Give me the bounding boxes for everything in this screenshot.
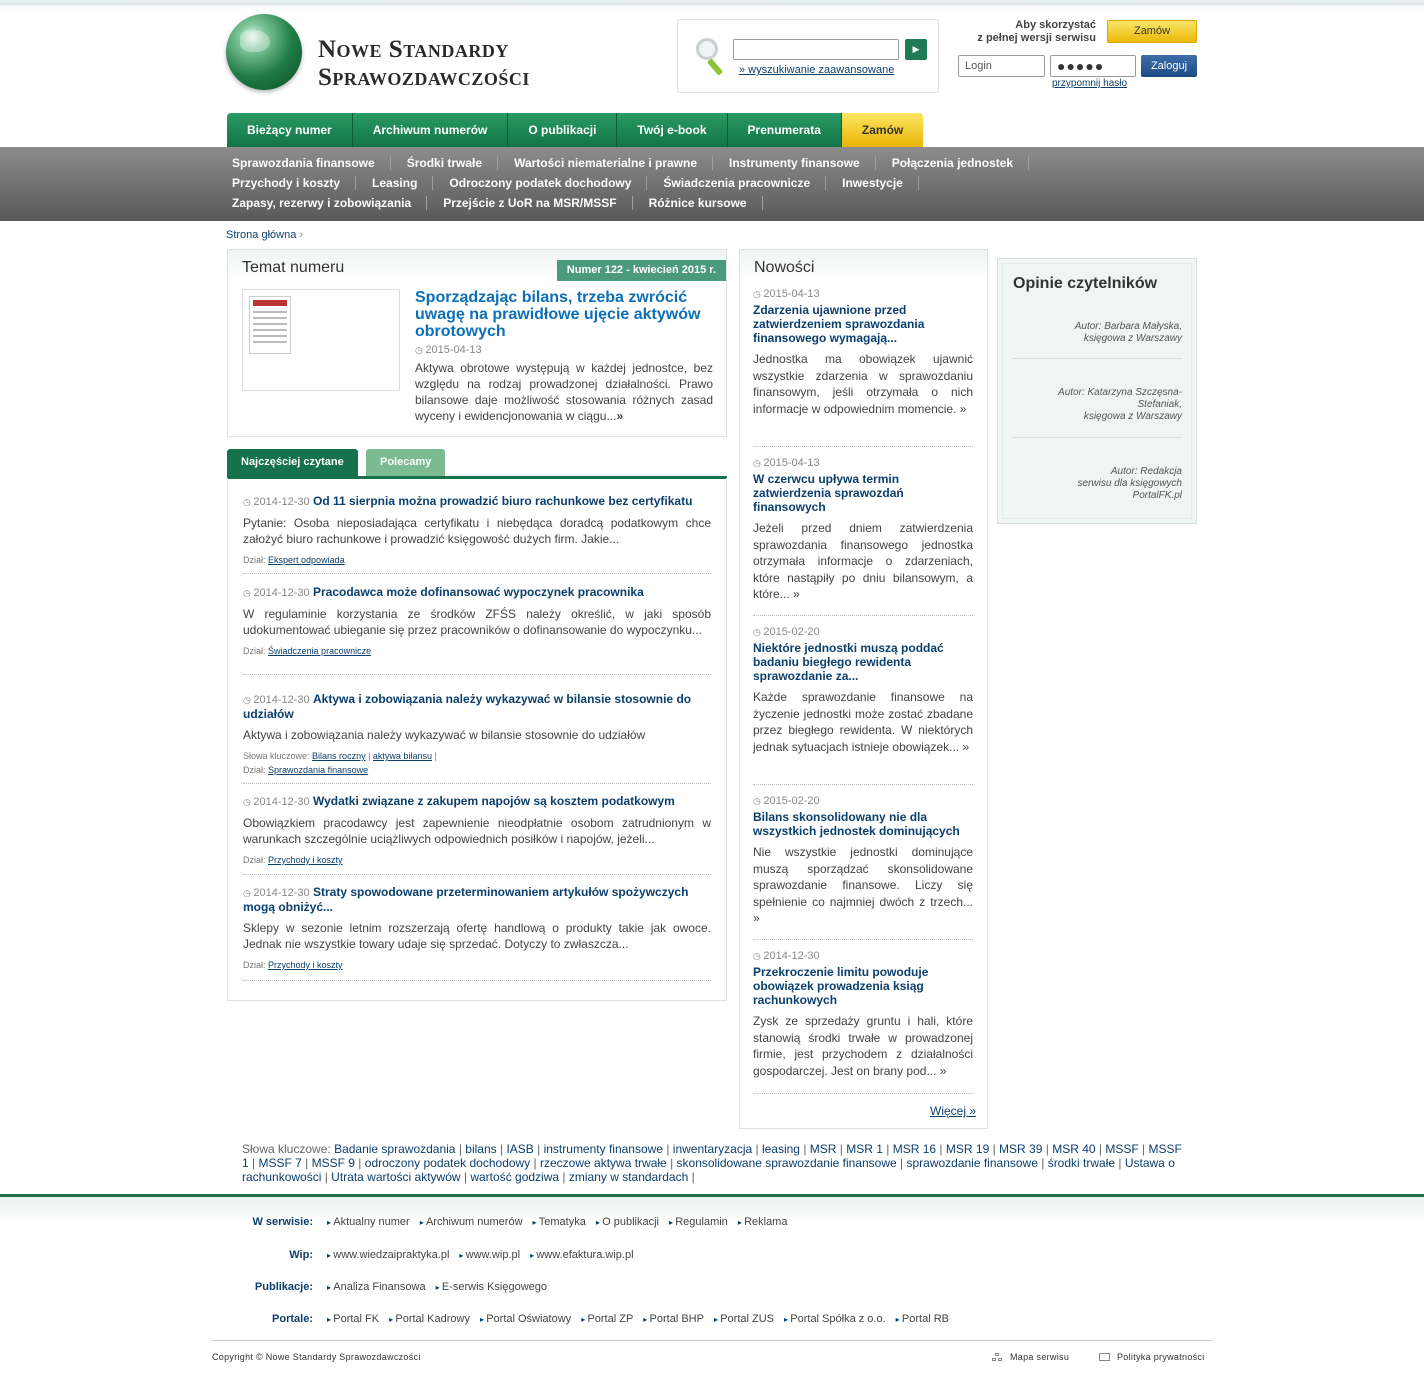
- copyright: Copyright © Nowe Standardy Sprawozdawczości: [212, 1352, 421, 1362]
- keyword-link[interactable]: MSR 19: [945, 1142, 990, 1156]
- category-link[interactable]: Świadczenia pracownicze: [657, 176, 826, 190]
- footer-row: [227, 1216, 1127, 1228]
- news-title-link[interactable]: Bilans skonsolidowany nie dla wszystkich jednostek dominujących: [753, 810, 960, 838]
- footer-link[interactable]: ▸ Analiza Finansowa: [327, 1281, 426, 1293]
- article-title-link[interactable]: Straty spowodowane przeterminowaniem artykułów spożywczych mogą obniżyć...: [243, 885, 689, 914]
- category-row-1: [226, 156, 1039, 170]
- search-input[interactable]: [733, 39, 899, 60]
- keyword-link[interactable]: sprawozdanie finansowe: [906, 1156, 1038, 1170]
- opinions-box: [997, 258, 1197, 524]
- news-title-link[interactable]: W czerwcu upływa termin zatwierdzenia sprawozdań finansowych: [753, 472, 904, 514]
- news-lead: Zysk ze sprzedaży gruntu i hali, które stanowią środki trwałe w prowadzonej firmie, jest przychodem z działalności gospodarczej. Jest on brany pod... »: [753, 1014, 973, 1078]
- list-item: ◷ 2014-12-30 Wydatki związane z zakupem napojów są kosztem podatkowym Obowiązkiem pracodawcy jest zapewnienie nieodpłatnie osobom zatrudnionym w warunkach szczególnie uciążliwych odpowiednich posiłków i napojów, jeżeli... Dział: Przychody i koszty: [243, 794, 711, 875]
- keyword-link[interactable]: bilans: [465, 1142, 497, 1156]
- keyword-link[interactable]: MSSF 9: [311, 1156, 355, 1170]
- article-tabs: [227, 449, 727, 479]
- topic-heading: Temat numeru: [228, 250, 726, 282]
- keyword-link[interactable]: zmiany w standardach: [568, 1170, 689, 1184]
- sitemap-icon: [992, 1353, 1002, 1362]
- article-title-link[interactable]: Pracodawca może dofinansować wypoczynek pracownika: [312, 585, 644, 599]
- article-lead: Obowiązkiem pracodawcy jest zapewnienie nieodpłatnie osobom zatrudnionym w warunkach szczególnie uciążliwych odpowiednich posiłków i napojów, jeżeli...: [243, 816, 711, 846]
- footer-row: [227, 1249, 1127, 1261]
- category-link[interactable]: Przejście z UoR na MSR/MSSF: [437, 196, 632, 210]
- news-title-link[interactable]: Zdarzenia ujawnione przed zatwierdzeniem sprawozdania finansowego wymagają...: [753, 303, 925, 345]
- footer-link[interactable]: ▸ Portal Oświatowy: [480, 1313, 571, 1325]
- advanced-search-link[interactable]: » wyszukiwanie zaawansowane: [739, 64, 895, 76]
- login-button[interactable]: Zaloguj: [1141, 55, 1197, 77]
- top-line: [0, 3, 1424, 5]
- footer-link[interactable]: ▸ Archiwum numerów: [420, 1216, 523, 1228]
- site-logo[interactable]: [226, 14, 586, 94]
- logo-line-2: Sprawozdawczości: [318, 64, 530, 91]
- category-link[interactable]: Inwestycje: [836, 176, 919, 190]
- section-link[interactable]: Świadczenia pracownicze: [268, 646, 372, 656]
- news-lead: Jednostka ma obowiązek ujawnić wszystkie zdarzenia w sprawozdaniu finansowym, jeśli otrzymała o nich informacje w odpowiednim momencie. »: [753, 352, 973, 416]
- news-heading: Nowości: [740, 250, 987, 282]
- section-link[interactable]: Przychody i koszty: [268, 855, 343, 865]
- keyword-link[interactable]: Utrata wartości aktywów: [331, 1170, 461, 1184]
- list-item: ◷ 2014-12-30 Straty spowodowane przeterminowaniem artykułów spożywczych mogą obniżyć... Sklepy w sezonie letnim rozszerzają ofertę handlową o produkty takie jak owoce. Jednak nie wszystkie towary udaje się sprzedać. Dotyczy to zwłaszcza... Dział: Przychody i koszty: [243, 885, 711, 981]
- tab-most-read[interactable]: Najczęściej czytane: [227, 449, 358, 476]
- category-link[interactable]: Instrumenty finansowe: [723, 156, 876, 170]
- breadcrumb-home[interactable]: Strona główna: [226, 229, 297, 241]
- topic-date: ◷ 2015-04-13: [415, 344, 482, 356]
- breadcrumb-separator-icon: ›: [299, 229, 304, 241]
- footer-link[interactable]: ▸ Portal Kadrowy: [389, 1313, 470, 1325]
- article-title-link[interactable]: Wydatki związane z zakupem napojów są kosztem podatkowym: [312, 794, 675, 808]
- footer-link[interactable]: ▸ Regulamin: [669, 1216, 728, 1228]
- news-lead: Nie wszystkie jednostki dominujące muszą sporządzać skonsolidowane sprawozdanie finansowe. Liczy się spełnienie co najmniej dwóch z trzech... »: [753, 845, 973, 925]
- footer-link[interactable]: ▸ O publikacji: [596, 1216, 659, 1228]
- category-link[interactable]: Leasing: [366, 176, 433, 190]
- section-link[interactable]: Przychody i koszty: [268, 960, 343, 970]
- keyword-link[interactable]: odroczony podatek dochodowy: [364, 1156, 531, 1170]
- magnifier-handle: [707, 58, 723, 76]
- nav-ebook[interactable]: Twój e-book: [617, 113, 727, 147]
- issue-badge: Numer 122 - kwiecień 2015 r.: [557, 260, 726, 281]
- opinion-divider: [1012, 437, 1182, 438]
- keyword-link[interactable]: MSR 1: [846, 1142, 883, 1156]
- category-link[interactable]: Odroczony podatek dochodowy: [443, 176, 647, 190]
- article-title-link[interactable]: Aktywa i zobowiązania należy wykazywać w bilansie stosownie do udziałów: [243, 692, 692, 721]
- keyword-link[interactable]: inwentaryzacja: [672, 1142, 753, 1156]
- news-title-link[interactable]: Przekroczenie limitu powoduje obowiązek prowadzenia ksiąg rachunkowych: [753, 965, 929, 1007]
- category-link[interactable]: Środki trwałe: [401, 156, 498, 170]
- popular-list: [227, 478, 727, 1001]
- footer-link[interactable]: ▸ Portal Spółka z o.o.: [784, 1313, 886, 1325]
- footer-link[interactable]: ▸ Portal FK: [327, 1313, 379, 1325]
- footer-separator: [212, 1340, 1212, 1341]
- remind-password-link[interactable]: przypomnij hasło: [1052, 78, 1128, 89]
- keyword-link[interactable]: MSSF: [1105, 1142, 1139, 1156]
- article-lead: W regulaminie korzystania ze środków ZFŚS należy określić, w jaki sposób udokumentować ubieganie się przez pracowników o dofinansowanie do wypoczynku...: [243, 607, 711, 637]
- nav-archive[interactable]: Archiwum numerów: [353, 113, 509, 147]
- password-field[interactable]: ●●●●●: [1050, 55, 1136, 77]
- keyword-link[interactable]: wartość godziwa: [470, 1170, 560, 1184]
- footer-row: [227, 1313, 1127, 1325]
- keyword-link[interactable]: MSSF 1: [242, 1142, 1182, 1170]
- category-row-3: [226, 196, 773, 210]
- sitemap-link[interactable]: Mapa serwisu: [1010, 1352, 1070, 1362]
- login-note: [940, 19, 1096, 45]
- logo-line-1: Nowe Standardy: [318, 36, 509, 63]
- nav-subscription[interactable]: Prenumerata: [728, 113, 842, 147]
- footer-link[interactable]: ▸ E-serwis Księgowego: [436, 1281, 547, 1293]
- category-link[interactable]: Wartości niematerialne i prawne: [508, 156, 713, 170]
- news-item: ◷ 2015-04-13 Zdarzenia ujawnione przed zatwierdzeniem sprawozdania finansowego wymagają... Jednostka ma obowiązek ujawnić wszystkie zdarzenia w sprawozdaniu finansowym, jeśli otrzymała o nich informacje w odpowiednim momencie. »: [753, 288, 973, 447]
- section-link[interactable]: Sprawozdania finansowe: [268, 765, 369, 775]
- opinion-divider: [1012, 358, 1182, 359]
- nav-order[interactable]: Zamów: [842, 113, 923, 147]
- category-link[interactable]: Połączenia jednostek: [886, 156, 1029, 170]
- top-band: [0, 0, 1424, 10]
- news-item: ◷ 2015-02-20 Bilans skonsolidowany nie dla wszystkich jednostek dominujących Nie wszystkie jednostki dominujące muszą sporządzać skonsolidowane sprawozdanie finansowe. Liczy się spełnienie co najmniej dwóch z trzech... »: [753, 795, 973, 940]
- footer-link[interactable]: ▸ www.wip.pl: [459, 1249, 520, 1261]
- keyword-link[interactable]: skonsolidowane sprawozdanie finansowe: [676, 1156, 897, 1170]
- privacy-link[interactable]: Polityka prywatności: [1117, 1352, 1205, 1362]
- keyword-link[interactable]: aktywa bilansu: [372, 751, 432, 761]
- nav-current-issue[interactable]: Bieżący numer: [227, 113, 353, 147]
- search-go-button[interactable]: ▶: [905, 39, 927, 60]
- footer-row-label: Portale:: [272, 1313, 313, 1325]
- cover-image: [249, 296, 291, 354]
- magnifier-icon: [696, 38, 718, 60]
- footer-link[interactable]: ▸ www.efaktura.wip.pl: [530, 1249, 633, 1261]
- footer-link[interactable]: ▸ www.wiedzaipraktyka.pl: [327, 1249, 449, 1261]
- footer-link[interactable]: ▸ Portal ZUS: [714, 1313, 774, 1325]
- list-item: ◷ 2014-12-30 Od 11 sierpnia można prowadzić biuro rachunkowe bez certyfikatu Pytanie: Osoba nieposiadająca certyfikatu i niebędąca doradcą podatkowym chce założyć biuro rachunkowe i prowadzić księgowość dużych firm. Jakie... Dział: Ekspert odpowiada: [243, 494, 711, 574]
- order-button[interactable]: Zamów: [1107, 20, 1197, 43]
- keyword-link[interactable]: Ustawa o rachunkowości: [242, 1156, 1175, 1184]
- main-nav: [227, 113, 923, 147]
- article-lead: Pytanie: Osoba nieposiadająca certyfikatu i niebędąca doradcą podatkowym chce założyć biuro rachunkowe i prowadzić księgowość dużych firm. Jakie...: [243, 516, 711, 546]
- login-field[interactable]: Login: [958, 55, 1045, 77]
- news-item: ◷ 2014-12-30 Przekroczenie limitu powoduje obowiązek prowadzenia ksiąg rachunkowych Zysk ze sprzedaży gruntu i hali, które stanowią środki trwałe w prowadzonej firmie, jest przychodem z działalności gospodarczej. Jest on brany pod... »: [753, 950, 973, 1094]
- footer-link[interactable]: ▸ Tematyka: [533, 1216, 586, 1228]
- list-item: ◷ 2014-12-30 Aktywa i zobowiązania należy wykazywać w bilansie stosownie do udziałów Aktywa i zobowiązania należy wykazywać w bilansie stosownie do udziałów Słowa kluczowe: Bilans roczny | aktywa bilansu | Dział: Sprawozdania finansowe: [243, 692, 711, 784]
- keyword-link[interactable]: leasing: [761, 1142, 800, 1156]
- keywords-label: Słowa kluczowe:: [242, 1142, 331, 1156]
- footer-row-label: W serwisie:: [252, 1216, 313, 1228]
- keyword-link[interactable]: MSR 16: [892, 1142, 937, 1156]
- cover-thumbnail[interactable]: [242, 289, 400, 391]
- breadcrumb: [226, 229, 303, 241]
- keyword-link[interactable]: rzeczowe aktywa trwałe: [540, 1156, 667, 1170]
- topic-title[interactable]: Sporządzając bilans, trzeba zwrócić uwagę na prawidłowe ujęcie aktywów obrotowych: [415, 289, 701, 340]
- article-lead: Sklepy w sezonie letnim rozszerzają ofertę handlową o produkty takie jak owoce. Jednak nie wszystkie towary udaje się sprzedać. Dotyczy to zwłaszcza...: [243, 921, 711, 951]
- article-lead: Aktywa i zobowiązania należy wykazywać w bilansie stosownie do udziałów: [243, 728, 646, 742]
- footer-row-label: Wip:: [289, 1249, 313, 1261]
- keyword-link[interactable]: MSSF 7: [258, 1156, 302, 1170]
- news-title-link[interactable]: Niektóre jednostki muszą poddać badaniu biegłego rewidenta sprawozdanie za...: [753, 641, 944, 683]
- opinions-heading: Opinie czytelników: [1013, 275, 1158, 292]
- footer-link[interactable]: ▸ Reklama: [738, 1216, 788, 1228]
- opinion-author[interactable]: Autor: Katarzyna Szczęsna- Stefaniak, księgowa z Warszawy: [1058, 387, 1182, 422]
- news-lead: Każde sprawozdanie finansowe na życzenie jednostki może zostać zbadane przez biegłego rewidenta. W niektórych jednak sytuacjach istnieje obowiązek... »: [753, 690, 973, 754]
- news-box: [739, 249, 988, 1129]
- login-note-line-2: z pełnej wersji serwisu: [977, 32, 1096, 44]
- login-note-line-1: Aby skorzystać: [1015, 19, 1096, 31]
- news-more-link[interactable]: Więcej »: [930, 1104, 977, 1118]
- footer-link[interactable]: ▸ Portal ZP: [581, 1313, 633, 1325]
- keyword-link[interactable]: IASB: [506, 1142, 534, 1156]
- footer-link[interactable]: ▸ Aktualny numer: [327, 1216, 410, 1228]
- category-row-2: [226, 176, 929, 190]
- article-title-link[interactable]: Od 11 sierpnia można prowadzić biuro rachunkowe bez certyfikatu: [312, 494, 693, 508]
- keyword-link[interactable]: środki trwałe: [1047, 1156, 1116, 1170]
- topic-box: [227, 249, 727, 437]
- category-link[interactable]: Przychody i koszty: [226, 176, 356, 190]
- news-lead: Jeżeli przed dniem zatwierdzenia sprawozdania finansowego jednostka otrzymała informacje o zdarzeniach, które nastąpiły po dniu bilansowym, a które... »: [753, 521, 973, 601]
- globe-logo-icon: [226, 14, 302, 90]
- list-item: ◷ 2014-12-30 Pracodawca może dofinansować wypoczynek pracownika W regulaminie korzystania ze środków ZFŚS należy określić, w jaki sposób udokumentować ubieganie się przez pracowników o dofinansowanie do wypoczynku... Dział: Świadczenia pracownicze: [243, 585, 711, 675]
- category-nav: [0, 147, 1424, 221]
- footer-row: [227, 1281, 1127, 1293]
- privacy-icon: [1099, 1353, 1110, 1361]
- keyword-link[interactable]: Badanie sprawozdania: [334, 1142, 456, 1156]
- opinion-author[interactable]: Autor: Redakcja serwisu dla księgowych PortalFK.pl: [1077, 466, 1182, 501]
- search-box: [677, 19, 939, 93]
- keyword-link[interactable]: Bilans roczny: [312, 751, 366, 761]
- news-item: ◷ 2015-02-20 Niektóre jednostki muszą poddać badaniu biegłego rewidenta sprawozdanie za... Każde sprawozdanie finansowe na życzenie jednostki może zostać zbadane przez biegłego rewidenta. W niektórych jednak sytuacjach istnieje obowiązek... »: [753, 626, 973, 785]
- footer-link[interactable]: ▸ Portal BHP: [643, 1313, 704, 1325]
- footer-link[interactable]: ▸ Portal RB: [896, 1313, 949, 1325]
- category-link[interactable]: Zapasy, rezerwy i zobowiązania: [226, 196, 427, 210]
- keywords-cloud: Słowa kluczowe: Badanie sprawozdania | bilans | IASB | instrumenty finansowe | inwentaryzacja | leasing | MSR | MSR 1 | MSR 16 | MSR 19 | MSR 39 | MSR 40 | MSSF | MSSF 1 | MSSF 7 | MSSF 9 | odroczony podatek dochodowy | rzeczowe aktywa trwałe | skonsolidowane sprawozdanie finansowe | sprawozdanie finansowe | środki trwałe | Ustawa o rachunkowości | Utrata wartości aktywów | wartość godziwa | zmiany w standardach |: [242, 1142, 1182, 1184]
- keyword-link[interactable]: instrumenty finansowe: [543, 1142, 663, 1156]
- news-item: ◷ 2015-04-13 W czerwcu upływa termin zatwierdzenia sprawozdań finansowych Jeżeli przed dniem zatwierdzenia sprawozdania finansowego jednostka otrzymała informacje o zdarzeniach, które nastąpiły po dniu bilansowym, a które... »: [753, 457, 973, 616]
- topic-lead: Aktywa obrotowe występują w każdej jednostce, bez względu na rodzaj prowadzonej działalności. Prawo bilansowe daje możliwość stosowania różnych zasad wyceny i ewidencjonowania w ciągu...»: [415, 361, 713, 423]
- section-link[interactable]: Ekspert odpowiada: [268, 555, 345, 565]
- category-link[interactable]: Sprawozdania finansowe: [226, 156, 391, 170]
- keyword-link[interactable]: MSR 40: [1052, 1142, 1096, 1156]
- category-link[interactable]: Różnice kursowe: [643, 196, 763, 210]
- nav-about[interactable]: O publikacji: [508, 113, 617, 147]
- keyword-link[interactable]: MSR: [809, 1142, 837, 1156]
- keyword-link[interactable]: MSR 39: [999, 1142, 1043, 1156]
- opinion-author[interactable]: Autor: Barbara Małyska, księgowa z Warszawy: [1074, 321, 1182, 344]
- tab-recommended[interactable]: Polecamy: [366, 449, 445, 476]
- topic-more-link[interactable]: »: [616, 409, 624, 423]
- footer-row-label: Publikacje:: [254, 1281, 313, 1293]
